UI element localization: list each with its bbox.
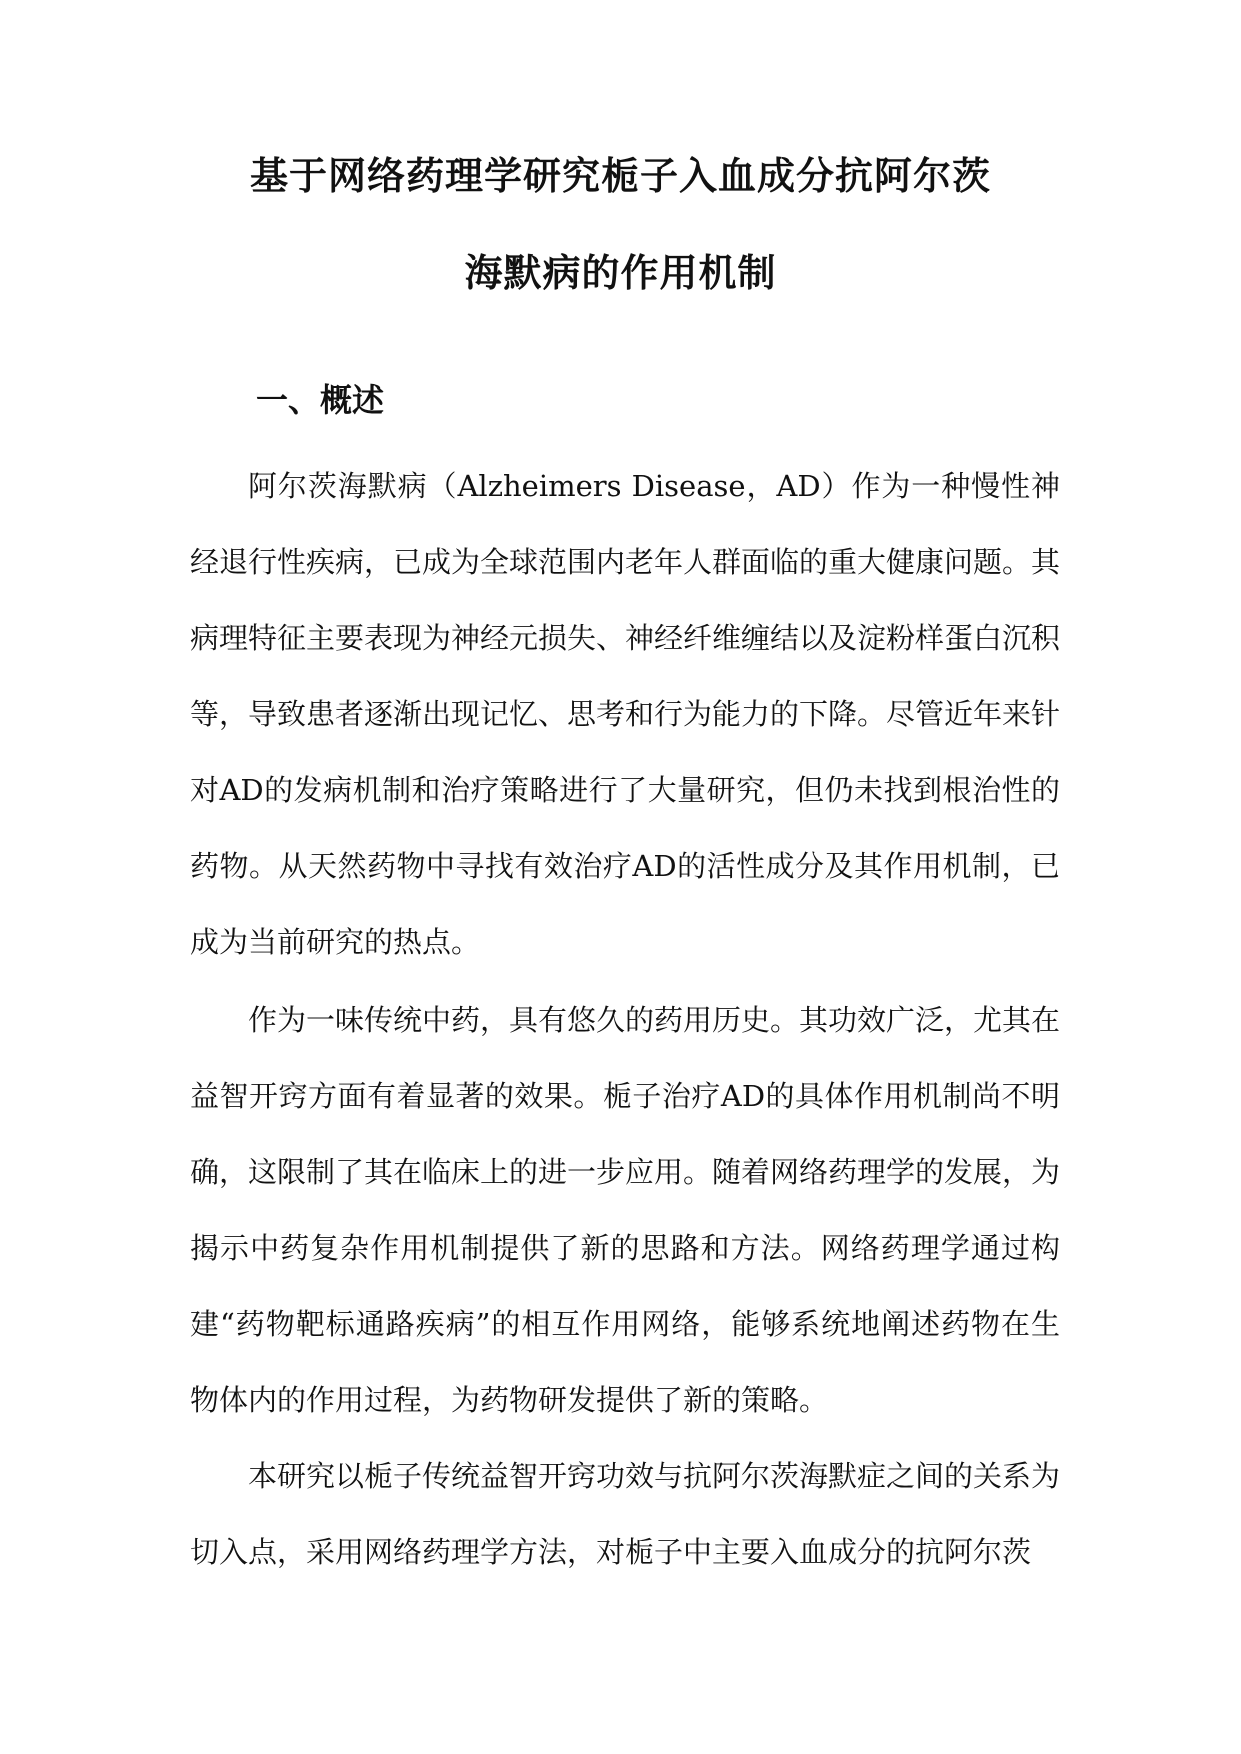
paragraph-2: 作为一味传统中药，具有悠久的药用历史。其功效广泛，尤其在益智开窍方面有着显著的效果。栀子治疗AD的具体作用机制尚不明确，这限制了其在临床上的进一步应用。随着网络药理学的发展，为揭示中药复杂作用机制提供了新的思路和方法。网络药理学通过构建“药物靶标通路疾病”的相互作用网络，能够系统地阐述药物在生物体内的作用过程，为药物研发提供了新的策略。 [190,1003,1061,1417]
section-heading: 一、概述 [256,381,385,419]
document-title-line-1: 基于网络药理学研究栀子入血成分抗阿尔茨 [249,154,991,198]
paragraph-3: 本研究以栀子传统益智开窍功效与抗阿尔茨海默症之间的关系为切入点，采用网络药理学方法，对栀子中主要入血成分的抗阿尔茨 [190,1459,1061,1569]
paragraph-1: 阿尔茨海默病（Alzheimers Disease，AD）作为一种慢性神经退行性疾病，已成为全球范围内老年人群面临的重大健康问题。其病理特征主要表现为神经元损失、神经纤维缠结以及淀粉样蛋白沉积等，导致患者逐渐出现记忆、思考和行为能力的下降。尽管近年来针对AD的发病机制和治疗策略进行了大量研究，但仍未找到根治性的药物。从天然药物中寻找有效治疗AD的活性成分及其作用机制，已成为当前研究的热点。 [190,469,1061,959]
document-title-line-2: 海默病的作用机制 [464,251,777,295]
